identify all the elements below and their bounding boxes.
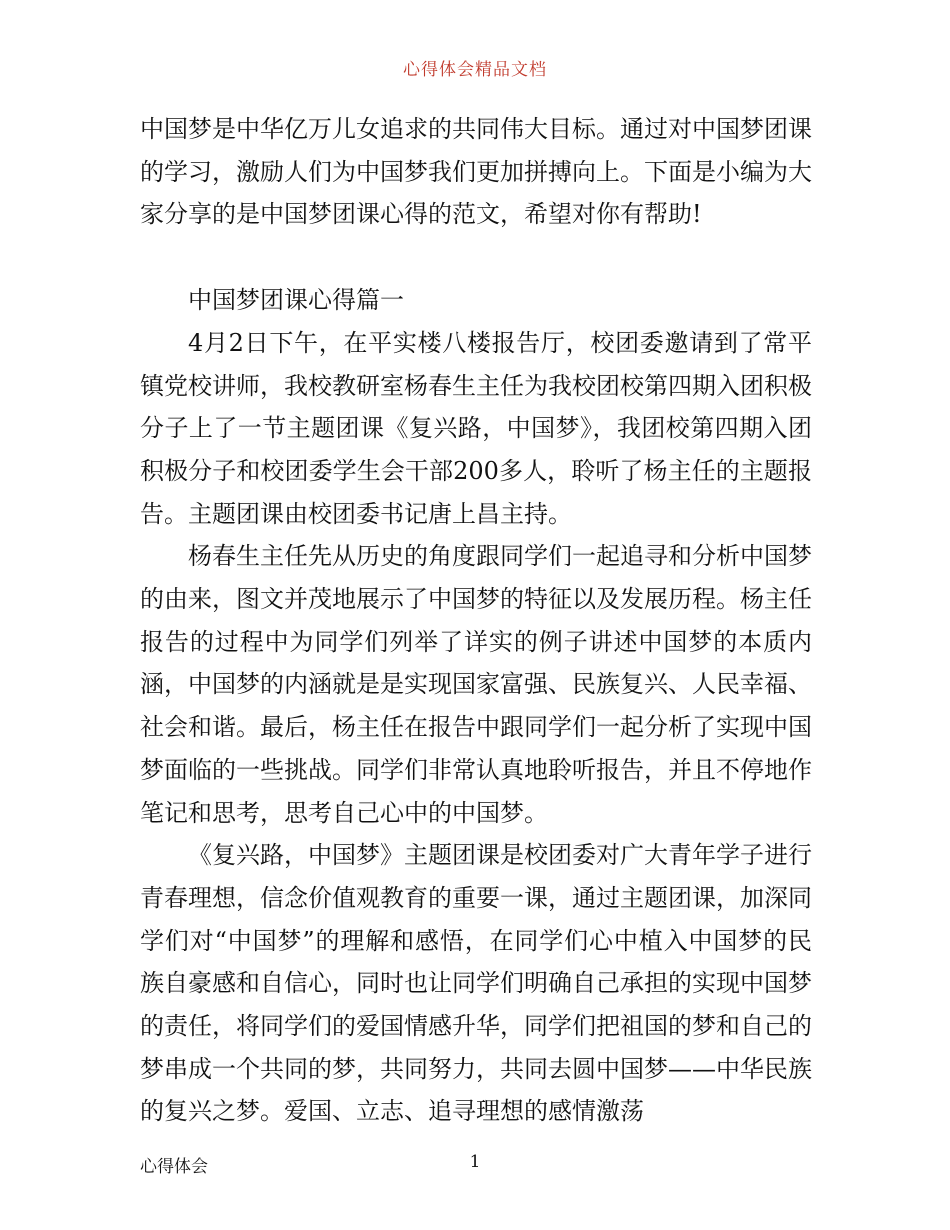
body-paragraph-1: 4月2日下午，在平实楼八楼报告厅，校团委邀请到了常平镇党校讲师，我校教研室杨春生主任为我校团校第四期入团积极分子上了一节主题团课《复兴路，中国梦》，我团校第四期入团积极分子和校团委学生会干部200多人，聆听了杨主任的主题报告。主题团课由校团委书记唐上昌主持。	[140, 328, 812, 528]
document-body	[140, 108, 812, 1133]
paragraph-gap	[140, 236, 812, 279]
footer-label: 心得体会	[140, 1157, 208, 1177]
body-paragraph-2: 杨春生主任先从历史的角度跟同学们一起追寻和分析中国梦的由来，图文并茂地展示了中国梦的特征以及发展历程。杨主任报告的过程中为同学们列举了详实的例子讲述中国梦的本质内涵，中国梦的内涵就是是实现国家富强、民族复兴、人民幸福、社会和谐。最后，杨主任在报告中跟同学们一起分析了实现中国梦面临的一些挑战。同学们非常认真地聆听报告，并且不停地作笔记和思考，思考自己心中的中国梦。	[140, 542, 812, 827]
section-title: 中国梦团课心得篇一	[188, 286, 404, 315]
intro-paragraph: 中国梦是中华亿万儿女追求的共同伟大目标。通过对中国梦团课的学习，激励人们为中国梦我们更加拼搏向上。下面是小编为大家分享的是中国梦团课心得的范文，希望对你有帮助!	[140, 115, 812, 229]
page-header-title: 心得体会精品文档	[403, 60, 547, 80]
body-paragraph-3: 《复兴路，中国梦》主题团课是校团委对广大青年学子进行青春理想，信念价值观教育的重要一课，通过主题团课，加深同学们对“中国梦”的理解和感悟，在同学们心中植入中国梦的民族自豪感和自信心，同时也让同学们明确自己承担的实现中国梦的责任，将同学们的爱国情感升华，同学们把祖国的梦和自己的梦串成一个共同的梦，共同努力，共同去圆中国梦——中华民族的复兴之梦。爱国、立志、追寻理想的感情激荡	[140, 841, 812, 1126]
page-number: 1	[469, 1152, 481, 1172]
